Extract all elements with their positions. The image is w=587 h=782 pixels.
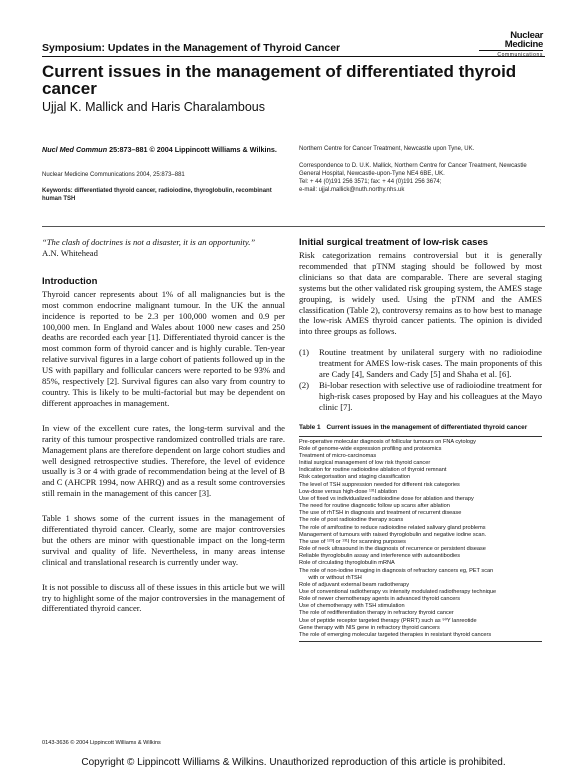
footer-id-line: 0143-3636 © 2004 Lippincott Williams & Wilkins: [42, 740, 161, 746]
section-rule: [42, 226, 545, 227]
intro-paragraph-2: In view of the excellent cure rates, the long-term survival and the rarity of this tumour prospective randomized controlled trials are rare. Management plans are therefore dependent on large cohort studies and well designed retrospective studies. Therefore, the level of evidence usually is 3 or 4 with grade of recommendation being at the level of B and C (AHCPR 1994, now AHRQ) and as a result some controversies still remain in the management of this cancer [3].: [42, 422, 285, 499]
table-row: The use of ¹²³I or ¹³¹I for scanning purposes: [299, 538, 406, 545]
table-row: Treatment of micro-carcinomas: [299, 453, 377, 459]
epigraph-attribution: A.N. Whitehead: [42, 247, 98, 258]
table-row: with or without rhTSH: [299, 574, 362, 581]
article-title: Current issues in the management of differentiated thyroid cancer: [42, 62, 517, 98]
table-row: Initial surgical management of low risk thyroid cancer: [299, 460, 431, 467]
correspondence: Correspondence to D. U.K. Mallick, Northern Centre for Cancer Treatment, Newcastle General Hospital, Newcastle-upon-Tyne NE4 6BE, UK.: [299, 163, 527, 177]
contact-tel: Tel: + 44 (0)191 256 3571; fax: + 44 (0)191 256 3674;: [299, 179, 442, 185]
table-caption: [299, 424, 542, 432]
table-row: Gene therapy with NIS gene in refractory thyroid cancers: [299, 624, 440, 631]
intro-heading: Introduction: [42, 275, 98, 287]
keywords-label: Keywords:: [42, 187, 73, 194]
intro-paragraph-1: Thyroid cancer represents about 1% of all malignancies but is the most common endocrine malignant tumour. In the UK the annual incidence is reported to be 2.3 per 100,000 women and 0.9 per 100,000 men. In England and Wales about 1000 new cases and 250 deaths are recorded each year [1]. Differentiated thyroid cancer is the most common form of thyroid cancer and is highly curable. Ten-year relative survival figures in a large cohort of patients followed up in the US with papillary and follicular cancers were reported to be 93% and 85%, respectively [2]. Survival figures can also vary from country to country. This is likely to be multi-factorial but may be dependent on different approaches in management.: [42, 288, 285, 408]
table-row: The role of non-iodine imaging in diagnosis of refractory cancers eg, PET scan: [299, 567, 494, 574]
surgery-paragraph: Risk categorization remains controversial but it is generally recommended that pTNM staging should be followed by most clinicians so that data are comparable. There are several staging systems but the other validated risk grouping system, the AMES stage grouping, is widely used. Using the pTNM and the AMES classification (Table 2), controversy remains as to how best to manage the low-risk AMES thyroid cancer patients. The opinion is divided into three groups as follows.: [299, 250, 542, 337]
meta-left: [42, 145, 285, 203]
journal-logo-line2: Medicine: [504, 39, 543, 50]
table-body: [299, 439, 542, 639]
table-row: Use of conventional radiotherapy vs intensity modulated radiotherapy technique: [299, 588, 497, 595]
body-left: [42, 237, 285, 614]
journal-line: Nuclear Medicine Communications 2004, 25:873–881: [42, 171, 185, 178]
table-row: Role of newer chemotherapy agents in advanced thyroid cancers: [299, 596, 461, 603]
table-label: Table 1: [299, 423, 321, 431]
header-rule: [42, 56, 545, 57]
table-row: Pre-operative molecular diagnosis of follicular tumours on FNA cytology: [299, 438, 476, 445]
table-row: Indication for routine radioiodine ablation of thyroid remnant: [299, 467, 447, 474]
intro-paragraph-4: It is not possible to discuss all of these issues in this article but we will try to highlight some of the major controversies in the management of differentiated thyroid cancer.: [42, 581, 285, 614]
journal-logo-line3: Communications: [479, 50, 543, 60]
table-row: Risk categorisation and staging classification: [299, 474, 411, 481]
table-row: The use of rhTSH in diagnosis and treatment of recurrent disease: [299, 510, 462, 517]
body-right: [299, 237, 542, 642]
list-text: Routine treatment by unilateral surgery with no radioiodine treatment for AMES low-risk cases. The main proponents of this are Cady [4], Sanders and Cady [5] and Shaha et al. [6].: [319, 347, 542, 380]
citation-journal: Nucl Med Commun: [42, 145, 108, 154]
list-item: [299, 380, 542, 413]
table-caption-text: Current issues in the management of differentiated thyroid cancer: [326, 423, 528, 431]
list-number: (1): [299, 347, 310, 358]
epigraph-quote: “The clash of doctrines is not a disaster, it is an opportunity.”: [42, 237, 256, 247]
article-authors: Ujjal K. Mallick and Haris Charalambous: [42, 100, 265, 114]
table-row: Role of circulating thyroglobulin mRNA: [299, 560, 395, 567]
list-number: (2): [299, 379, 310, 390]
table-row: Role of genome-wide expression profiling and proteomics: [299, 445, 442, 452]
keywords: [42, 187, 285, 203]
meta-right: [299, 145, 542, 194]
table-top-rule: [299, 436, 542, 437]
table-row: Role of neck ultrasound in the diagnosis of recurrence or persistent disease: [299, 546, 486, 553]
surgery-list: [299, 347, 542, 412]
affiliation: Northern Centre for Cancer Treatment, Newcastle upon Tyne, UK.: [299, 146, 475, 152]
table-row: Low-dose versus high-dose ¹³¹I ablation: [299, 488, 398, 495]
journal-logo-line1: Nuclear: [510, 30, 543, 41]
table-row: Use of peptide receptor targeted therapy (PRRT) such as ⁹⁰Y lanreotide: [299, 617, 477, 624]
table-row: Management of tumours with raised thyroglobulin and negative iodine scan.: [299, 531, 487, 538]
contact-email: e-mail: ujjal.mallick@nuth.northy.nhs.uk: [299, 187, 405, 193]
citation-details: 25:873–881 © 2004 Lippincott Williams & Wilkins.: [107, 145, 277, 154]
list-item: [299, 347, 542, 380]
surgery-heading: Initial surgical treatment of low-risk cases: [299, 237, 489, 248]
table-row: The need for routine diagnostic follow up scans after ablation: [299, 503, 450, 510]
table-row: The role of post radioiodine therapy scans: [299, 517, 404, 524]
table-row: The role of amifostine to reduce radioiodine related salivary gland problems: [299, 524, 486, 531]
copyright-notice: Copyright © Lippincott Williams & Wilkins. Unauthorized reproduction of this article is prohibited.: [81, 757, 506, 768]
table-row: Reliable thyroglobulin assay and interference with autoantibodies: [299, 553, 461, 560]
intro-paragraph-3: Table 1 shows some of the current issues in the management of differentiated thyroid cancer. Clearly, some are major controversies but the others are minor with questionable impact on the long-term survival and quality of life. Nevertheless, in many areas intense clinical and translational research is currently under way.: [42, 513, 285, 567]
keywords-text: differentiated thyroid cancer, radioiodine, thyroglobulin, recombinant human TSH: [42, 187, 272, 202]
list-text: Bi-lobar resection with selective use of radioiodine treatment for high-risk cases proposed by Hay and his colleagues at the Mayo clinic [7].: [319, 379, 542, 412]
table-row: The role of redifferentiation therapy in refractory thyroid cancer: [299, 610, 454, 617]
table-row: The level of TSH suppression needed for different risk categories: [299, 481, 460, 488]
table-1: [299, 424, 542, 642]
table-row: Use of chemotherapy with TSH stimulation: [299, 603, 405, 610]
symposium-heading: Symposium: Updates in the Management of Thyroid Cancer: [42, 42, 341, 54]
citation: [42, 145, 285, 155]
table-row: Role of adjuvant external beam radiotherapy: [299, 581, 410, 588]
table-row: Use of fixed vs individualized radioiodine dose for ablation and therapy: [299, 495, 474, 502]
table-row: The role of emerging molecular targeted therapies in resistant thyroid cancers: [299, 631, 492, 638]
table-bottom-rule: [299, 641, 542, 642]
